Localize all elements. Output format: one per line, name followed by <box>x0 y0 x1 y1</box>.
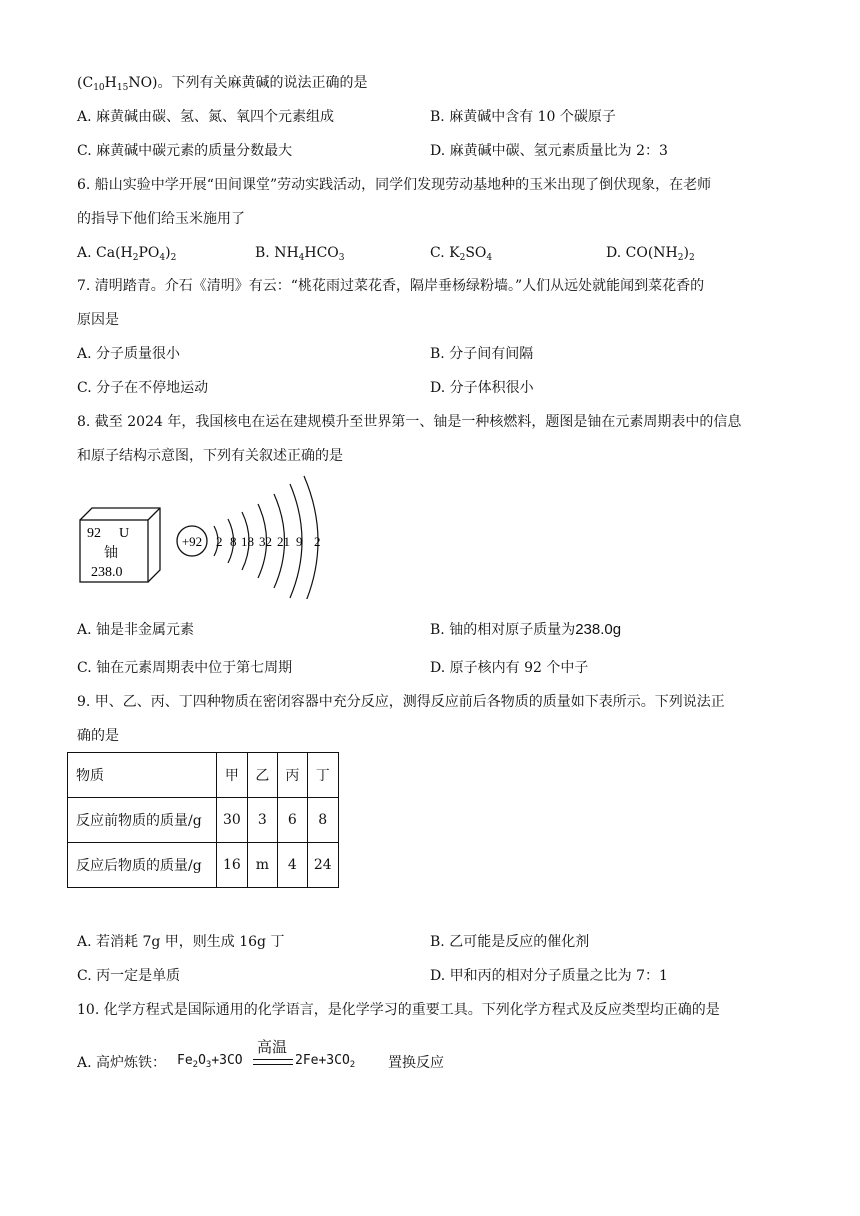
shell-electrons-4: 32 <box>259 534 272 549</box>
q9-option-c[interactable]: C. 丙一定是单质 <box>77 968 181 984</box>
table-row <box>68 753 339 798</box>
shell-electrons-3: 18 <box>241 534 254 549</box>
q7-option-b[interactable]: B. 分子间有间隔 <box>430 346 534 362</box>
q6-option-c[interactable]: C. $K_2SO_4$ <box>430 245 493 263</box>
table-cell: 16 <box>217 843 248 888</box>
table-cell: 8 <box>307 798 338 843</box>
q10-option-a[interactable] <box>77 1038 577 1078</box>
q7-option-c[interactable]: C. 分子在不停地运动 <box>77 380 209 396</box>
q6-option-b[interactable]: B. $NH_4HCO_3$ <box>255 245 345 263</box>
table-cell: 丙 <box>277 753 307 798</box>
table-cell: 3 <box>247 798 277 843</box>
table-row <box>68 798 339 843</box>
table-cell: 30 <box>217 798 248 843</box>
q6-stem-line1: 6. 船山实验中学开展“田间课堂”劳动实践活动，同学们发现劳动基地种的玉米出现了倒伏现象，在老师 <box>77 177 712 193</box>
q9-option-a[interactable]: A. 若消耗 7g 甲，则生成 16g 丁 <box>77 934 285 950</box>
equation-condition: 高温 <box>257 1038 288 1056</box>
q5-option-d[interactable]: D. 麻黄碱中碳、氢元素质量比为 2：3 <box>430 143 668 159</box>
shell-electrons-7: 2 <box>314 534 321 549</box>
q9-option-d[interactable]: D. 甲和丙的相对分子质量之比为 7：1 <box>430 968 668 984</box>
table-cell: 物质 <box>68 753 217 798</box>
shell-electrons-2: 8 <box>230 534 237 549</box>
table-row <box>68 843 339 888</box>
q8-option-d[interactable]: D. 原子核内有 92 个中子 <box>430 660 589 676</box>
q5-option-c[interactable]: C. 麻黄碱中碳元素的质量分数最大 <box>77 143 293 159</box>
q10-option-a-label: A. 高炉炼铁： <box>77 1055 167 1071</box>
q8-option-b[interactable]: B. 铀的相对原子质量为238.0g <box>430 621 622 638</box>
q8-option-c[interactable]: C. 铀在元素周期表中位于第七周期 <box>77 660 293 676</box>
table-cell: 丁 <box>307 753 338 798</box>
equation-double-bar <box>253 1059 293 1065</box>
table-cell: 甲 <box>217 753 248 798</box>
q8-option-a[interactable]: A. 铀是非金属元素 <box>77 622 195 638</box>
equation-products: $2Fe+3CO_2$ <box>295 1053 356 1070</box>
q7-stem-line2: 原因是 <box>77 312 119 328</box>
table-cell: 反应后物质的质量/g <box>68 843 217 888</box>
q10-stem: 10. 化学方程式是国际通用的化学语言，是化学学习的重要工具。下列化学方程式及反应类型均正确的是 <box>77 1002 720 1018</box>
q8-option-b-value: 238.0g <box>575 621 622 638</box>
shell-electrons-6: 9 <box>296 534 303 549</box>
q7-option-a[interactable]: A. 分子质量很小 <box>77 346 181 362</box>
q9-option-b[interactable]: B. 乙可能是反应的催化剂 <box>430 934 590 950</box>
q7-option-d[interactable]: D. 分子体积很小 <box>430 380 534 396</box>
table-cell: m <box>247 843 277 888</box>
q9-stem-line1: 9. 甲、乙、丙、丁四种物质在密闭容器中充分反应，测得反应前后各物质的质量如下表所示。下列说法正 <box>77 694 725 710</box>
q5-stem: $(C_{10}H_{15}NO)$。下列有关麻黄碱的说法正确的是 <box>77 75 368 93</box>
equation-reactants: $Fe_2O_3+3CO$ <box>177 1053 243 1070</box>
q5-option-a[interactable]: A. 麻黄碱由碳、氢、氮、氧四个元素组成 <box>77 109 335 125</box>
cell-symbol: U <box>119 526 130 541</box>
mass-table <box>67 752 339 888</box>
q6-option-d[interactable]: D. $CO(NH_2)_2$ <box>606 245 695 263</box>
q6-option-a[interactable]: A. $Ca(H_2PO_4)_2$ <box>77 245 177 263</box>
shell-electrons-5: 21 <box>277 534 290 549</box>
cell-element-name: 铀 <box>104 545 118 561</box>
table-cell: 乙 <box>247 753 277 798</box>
q7-stem-line1: 7. 清明踏青。介石《清明》有云：“桃花雨过菜花香，隔岸垂杨绿粉墙。”人们从远处就能闻到菜花香的 <box>77 278 705 294</box>
table-cell: 4 <box>277 843 307 888</box>
nucleus-charge: +92 <box>181 534 203 549</box>
cell-atomic-number: 92 <box>87 526 101 541</box>
q6-stem-line2: 的指导下他们给玉米施用了 <box>77 211 245 227</box>
q8-stem-line2: 和原子结构示意图，下列有关叙述正确的是 <box>77 448 343 464</box>
reaction-type: 置换反应 <box>388 1055 444 1071</box>
table-cell: 反应前物质的质量/g <box>68 798 217 843</box>
table-cell: 6 <box>277 798 307 843</box>
shell-electrons-1: 2 <box>216 534 223 549</box>
table-cell: 24 <box>307 843 338 888</box>
q5-option-b[interactable]: B. 麻黄碱中含有 10 个碳原子 <box>430 109 616 125</box>
cell-atomic-mass: 238.0 <box>91 565 123 580</box>
q9-stem-line2: 确的是 <box>77 728 119 744</box>
uranium-figure <box>78 474 338 599</box>
q8-stem-line1: 8. 截至 2024 年，我国核电在运在建规模升至世界第一、铀是一种核燃料，题图是铀在元素周期表中的信息 <box>77 414 742 430</box>
